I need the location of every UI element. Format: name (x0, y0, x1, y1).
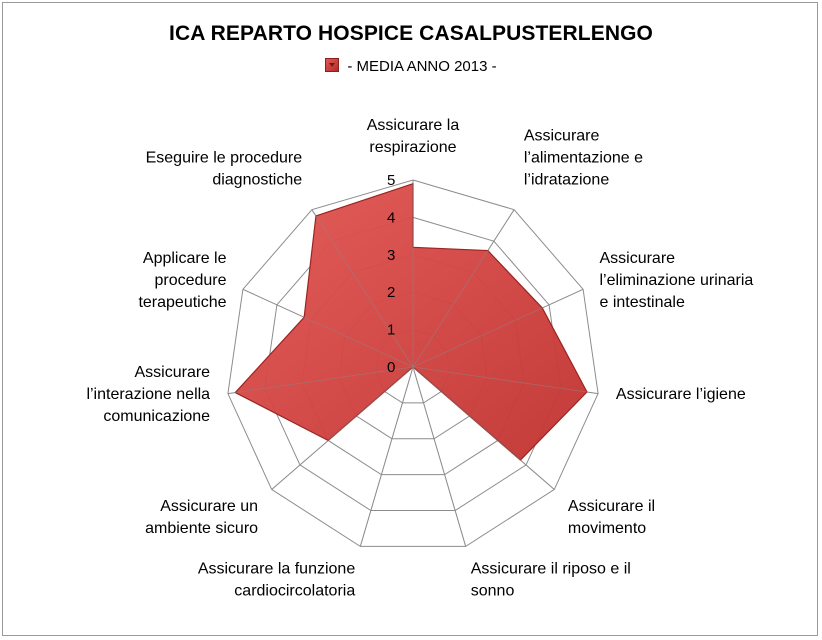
category-label-3 (616, 386, 746, 403)
tick-label-0: 0 (387, 359, 396, 376)
category-label-line: terapeutiche (138, 293, 227, 311)
series-area-0 (235, 184, 587, 460)
category-label-line: Assicurare (523, 127, 600, 145)
category-label-9 (138, 250, 226, 311)
category-label-line: procedure (154, 271, 227, 289)
tick-label-1: 1 (387, 321, 396, 339)
category-label-line: Assicurare la funzione (197, 560, 356, 578)
category-label-line: l’interazione nella (86, 386, 211, 404)
category-label-line: l’idratazione (523, 171, 610, 189)
category-label-line: e intestinale (599, 293, 685, 311)
category-label-line: Assicurare la (366, 117, 460, 134)
category-label-line: comunicazione (103, 408, 211, 426)
category-label-line: diagnostiche (212, 171, 303, 189)
tick-label-5: 5 (387, 172, 396, 189)
category-label-6 (198, 561, 356, 600)
category-label-line: Assicurare il riposo e il (470, 560, 631, 578)
category-label-line: Eseguire le procedure (145, 149, 303, 167)
legend-label: - MEDIA ANNO 2013 - (347, 58, 497, 75)
tick-label-4: 4 (387, 209, 396, 227)
category-label-line: Assicurare l’igiene (615, 386, 746, 404)
category-label-5 (471, 561, 631, 600)
category-label-10 (146, 150, 303, 189)
category-label-line: Assicurare un (160, 498, 259, 516)
category-label-4 (568, 498, 655, 537)
tick-label-3: 3 (387, 246, 396, 264)
category-label-line: cardiocircolatoria (234, 582, 356, 600)
category-label-line: l’alimentazione e (523, 149, 644, 167)
category-label-line: ambiente sicuro (145, 520, 259, 538)
category-label-line: l’eliminazione urinaria (599, 271, 754, 289)
category-label-8 (86, 364, 210, 425)
chart-title: ICA REPARTO HOSPICE CASALPUSTERLENGO (169, 22, 653, 45)
category-label-7 (145, 498, 258, 537)
category-label-line: Applicare le (142, 249, 227, 267)
category-label-line: movimento (567, 520, 647, 538)
tick-label-2: 2 (387, 284, 396, 302)
category-label-2 (599, 250, 753, 311)
category-label-line: Assicurare (134, 364, 211, 382)
category-label-line: sonno (470, 582, 515, 600)
category-label-line: respirazione (369, 139, 457, 156)
radar-series (228, 180, 598, 546)
category-label-line: Assicurare il (567, 498, 656, 516)
category-label-1 (524, 128, 643, 189)
category-label-line: Assicurare (599, 249, 676, 267)
category-label-0 (367, 117, 460, 156)
